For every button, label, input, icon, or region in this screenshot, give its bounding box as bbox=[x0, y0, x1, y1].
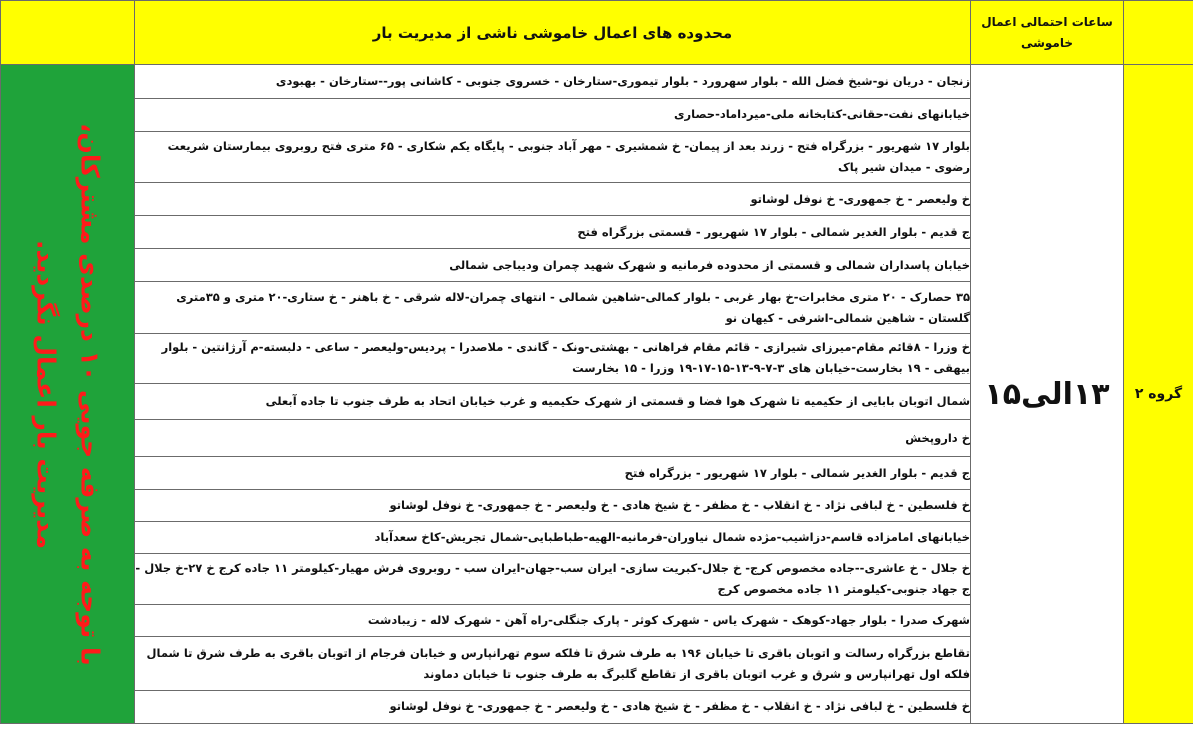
header-areas-title: محدوده های اعمال خاموشی ناشی از مدیریت بار bbox=[135, 1, 971, 65]
area-cell: زنجان - دریان نو-شیخ فضل الله - بلوار سهرورد - بلوار تیموری-ستارخان - خسروی جنوبی - کاشانی پور--ستارخان - بهبودی bbox=[135, 65, 971, 98]
header-row bbox=[1, 1, 1193, 65]
group-label: گروه ۲ bbox=[1124, 65, 1193, 724]
area-cell: خ فلسطین - خ لبافی نژاد - خ انقلاب - خ مظفر - خ شیخ هادی - خ ولیعصر - خ جمهوری- خ نوفل لوشاتو bbox=[135, 489, 971, 521]
area-cell: خیابان پاسداران شمالی و قسمتی از محدوده فرمانیه و شهرک شهید چمران ودیباجی شمالی bbox=[135, 249, 971, 282]
area-cell: ج قدیم - بلوار الغدیر شمالی - بلوار ۱۷ شهریور - بزرگراه فتح bbox=[135, 457, 971, 489]
table-row bbox=[1, 65, 1193, 98]
area-cell: خ فلسطین - خ لبافی نژاد - خ انقلاب - خ مظفر - خ شیخ هادی - خ ولیعصر - خ جمهوری- خ نوفل لوشاتو bbox=[135, 690, 971, 723]
area-cell: ج قدیم - بلوار الغدیر شمالی - بلوار ۱۷ شهریور - قسمتی بزرگراه فتح bbox=[135, 216, 971, 249]
area-cell: خ جلال - خ عاشری--جاده مخصوص کرج- خ جلال-کبریت سازی- ایران سب-جهان-ایران سب - روبروی فرش مهیار-کیلومتر ۱۱ جاده کرج خ ۲۷-خ جلال - ج جهاد جنوبی-کیلومتر ۱۱ جاده مخصوص کرج bbox=[135, 553, 971, 604]
header-note-spacer bbox=[1, 1, 135, 65]
notice-cell bbox=[1, 65, 135, 724]
area-cell: خ وزرا - ۸قائم مقام-میرزای شیرازی - قائم مقام فراهانی - بهشتی-ونک - گاندی - ملاصدرا - پردیس-ولیعصر - ساعی - دلبسته-م آرژانتین - بلوار بیهقی - ۱۹ بخارست-خیابان های ۳-۷-۹-۱۳-۱۵-۱۷-۱۹ وزرا - ۱۵ بخارست bbox=[135, 333, 971, 383]
area-cell: تقاطع بزرگراه رسالت و اتوبان باقری تا خیابان ۱۹۶ به طرف شرق تا فلکه سوم تهرانپارس و خیابان فرجام از اتوبان باقری به طرف شرق تا شمال فلکه اول تهرانپارس و شرق و غرب اتوبان باقری از تقاطع گلبرگ به طرف جنوب تا خیابان دماوند bbox=[135, 637, 971, 690]
notice-text: با توجه به صرفه جویی ۱۰ درصدی مشترکان، مدیریت بار اعمال نگردید. bbox=[31, 122, 105, 666]
area-cell: خ داروپخش bbox=[135, 420, 971, 457]
area-cell: شمال اتوبان بابایی از حکیمیه تا شهرک هوا فضا و قسمتی از شهرک حکیمیه و غرب خیابان اتحاد به طرف جنوب تا جاده آبعلی bbox=[135, 384, 971, 420]
header-group-spacer bbox=[1124, 1, 1193, 65]
area-cell: خ ولیعصر - خ جمهوری- خ نوفل لوشاتو bbox=[135, 182, 971, 215]
area-cell: خیابانهای نفت-حقانی-کتابخانه ملی-میرداماد-حصاری bbox=[135, 98, 971, 131]
area-cell: بلوار ۱۷ شهریور - بزرگراه فتح - زرند بعد از پیمان- خ شمشیری - مهر آباد جنوبی - پایگاه یکم شکاری - ۶۵ متری فتح روبروی بیمارستان شریعت رضوی - میدان شیر پاک bbox=[135, 131, 971, 182]
area-cell: خیابانهای امامزاده قاسم-دزاشیب-مژده شمال نیاوران-فرمانیه-الهیه-طباطبایی-شمال تجریش-کاخ سعدآباد bbox=[135, 521, 971, 553]
area-cell: شهرک صدرا - بلوار جهاد-کوهک - شهرک یاس - شهرک کوثر - پارک جنگلی-راه آهن - شهرک لاله - زیبادشت bbox=[135, 605, 971, 637]
outage-hours: ۱۳الی۱۵ bbox=[971, 65, 1124, 724]
area-cell: ۳۵ حصارک - ۲۰ متری مخابرات-خ بهار غربی - بلوار کمالی-شاهین شمالی - انتهای چمران-لاله شرقی - خ باهنر - خ ستاری-۲۰ متری و ۳۵متری گلستان - شاهین شمالی-اشرفی - کیهان نو bbox=[135, 282, 971, 333]
header-hours-title: ساعات احتمالی اعمال خاموشی bbox=[971, 1, 1124, 65]
